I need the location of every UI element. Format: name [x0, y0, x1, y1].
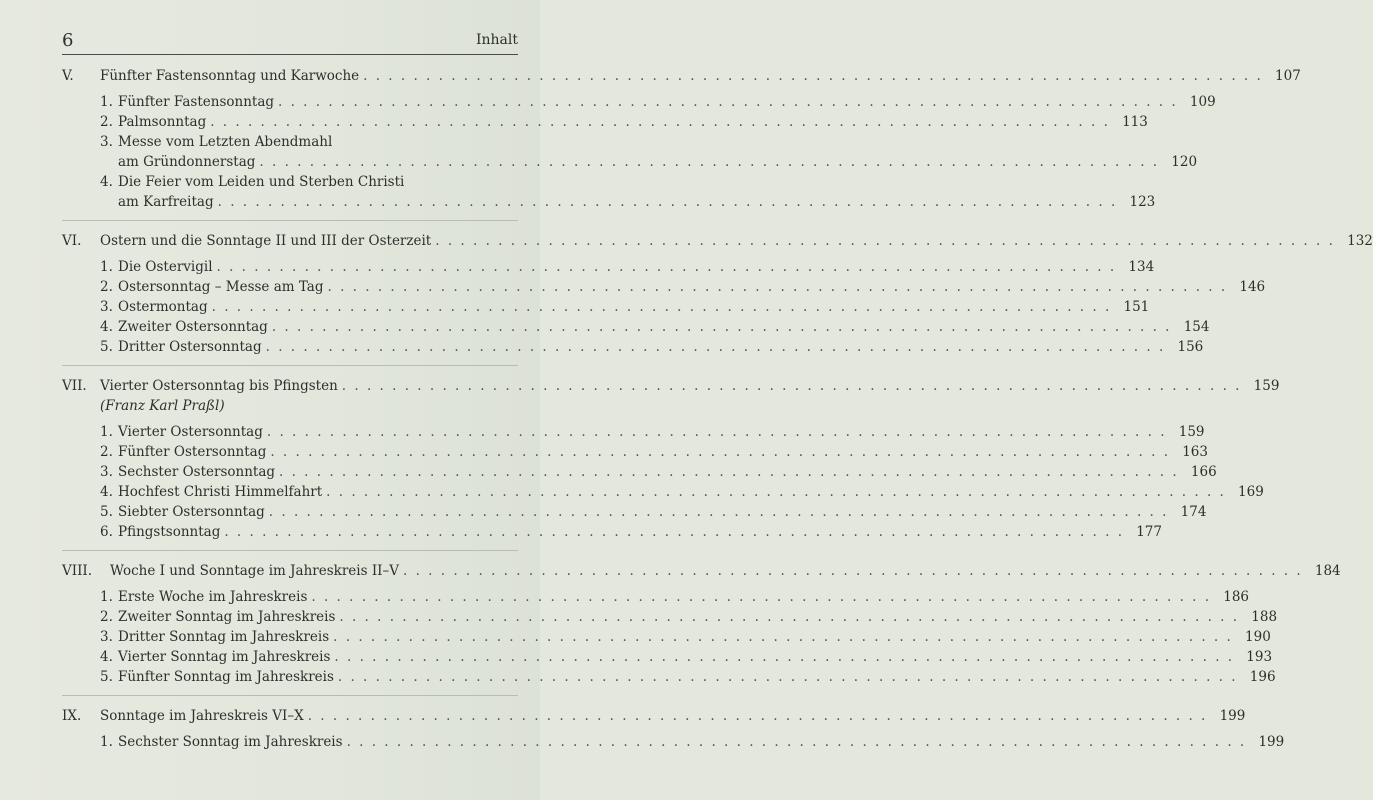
dot-leader [326, 482, 1226, 502]
dot-leader [403, 561, 1303, 581]
toc-entry [62, 442, 1208, 462]
section-numeral: V. [62, 68, 74, 84]
dot-leader [311, 587, 1211, 607]
entry-title: Ostermontag [118, 299, 208, 315]
entry-line [118, 732, 1284, 752]
entry-number: 1. [100, 589, 113, 605]
toc-entry [62, 607, 1278, 627]
entry-line [118, 627, 1271, 647]
dot-leader [224, 522, 1124, 542]
toc-entry [62, 587, 1250, 607]
entry-line [118, 462, 1217, 482]
section-title-block [110, 561, 1341, 581]
entry-title: Sonntage im Jahreskreis VI–X [100, 708, 304, 724]
entry-number: 1. [100, 424, 113, 440]
page-ref: 151 [1123, 299, 1150, 315]
entry-line [118, 522, 1162, 542]
entry-number: 1. [100, 734, 113, 750]
dot-leader [338, 667, 1238, 687]
entry-content [118, 297, 1149, 317]
entry-number: 4. [100, 319, 113, 335]
dot-leader [217, 257, 1117, 277]
entry-line [118, 172, 1155, 192]
section-heading [62, 376, 1280, 396]
entry-line [118, 337, 1203, 357]
dot-leader [278, 92, 1178, 112]
entry-title: Fünfter Fastensonntag und Karwoche [100, 68, 360, 84]
entry-title: Siebter Ostersonntag [118, 504, 265, 520]
toc-section [62, 706, 1285, 760]
entry-title: Vierter Ostersonntag [118, 424, 263, 440]
dot-leader [339, 607, 1239, 627]
page-ref: 199 [1258, 734, 1285, 750]
entry-content [118, 442, 1208, 462]
entry-line [100, 706, 1245, 726]
page-ref: 123 [1129, 194, 1156, 210]
entry-title: Ostersonntag – Messe am Tag [118, 279, 324, 295]
page-ref: 132 [1347, 233, 1373, 249]
section-heading [62, 231, 1373, 251]
page-ref: 156 [1177, 339, 1204, 355]
running-head: Inhalt [475, 32, 518, 48]
page-ref: 193 [1246, 649, 1273, 665]
page-ref: 107 [1275, 68, 1301, 84]
entry-title: Pfingstsonntag [118, 524, 221, 540]
dot-leader [212, 297, 1112, 317]
toc-entry [62, 132, 1198, 172]
entry-content [118, 462, 1217, 482]
page-ref: 166 [1190, 464, 1217, 480]
entry-line [118, 422, 1205, 442]
page-ref: 146 [1239, 279, 1266, 295]
entry-line [118, 442, 1208, 462]
dot-leader [328, 277, 1228, 297]
entry-content [118, 422, 1205, 442]
table-of-contents [62, 66, 1373, 770]
toc-entry [62, 627, 1271, 647]
section-numeral: VIII. [62, 563, 93, 579]
toc-entry [62, 422, 1205, 442]
dot-leader [342, 376, 1242, 396]
entry-title: am Gründonnerstag [118, 154, 256, 170]
entry-title: am Karfreitag [118, 194, 214, 210]
entry-title: Die Feier vom Leiden und Sterben Christi [118, 174, 405, 190]
page-header [62, 32, 518, 55]
dot-leader [259, 152, 1159, 172]
page-ref: 186 [1223, 589, 1250, 605]
entry-content [118, 502, 1206, 522]
page-ref: 199 [1219, 708, 1246, 724]
entry-line [110, 561, 1341, 581]
entry-line [118, 607, 1277, 627]
dot-leader [218, 192, 1118, 212]
entry-number: 4. [100, 174, 113, 190]
entry-content [118, 627, 1271, 647]
entry-line [118, 587, 1249, 607]
entry-number: 3. [100, 464, 113, 480]
dot-leader [279, 462, 1179, 482]
page-ref: 159 [1178, 424, 1205, 440]
dot-leader [347, 732, 1247, 752]
entry-title: Zweiter Ostersonntag [118, 319, 268, 335]
entry-title: Dritter Ostersonntag [118, 339, 262, 355]
entry-content [118, 172, 1155, 212]
toc-entry [62, 317, 1210, 337]
entry-title: Die Ostervigil [118, 259, 213, 275]
section-title-block [100, 706, 1245, 726]
entry-title: Zweiter Sonntag im Jahreskreis [118, 609, 336, 625]
dot-leader [269, 502, 1169, 522]
entry-line [118, 317, 1209, 337]
entry-line [118, 257, 1154, 277]
entry-line [118, 482, 1264, 502]
page-ref: 113 [1122, 114, 1148, 130]
entry-content [118, 607, 1277, 627]
dot-leader [435, 231, 1335, 251]
toc-entry [62, 92, 1216, 112]
page-ref: 169 [1238, 484, 1264, 500]
entry-line [118, 277, 1265, 297]
entry-number: 2. [100, 444, 113, 460]
dot-leader [272, 317, 1172, 337]
dot-leader [266, 337, 1166, 357]
entry-title: Ostern und die Sonntage II und III der Osterzeit [100, 233, 432, 249]
toc-entry [62, 172, 1156, 212]
toc-entry [62, 522, 1162, 542]
page-ref: 190 [1245, 629, 1271, 645]
entry-title: Fünfter Sonntag im Jahreskreis [118, 669, 334, 685]
entry-number: 3. [100, 629, 113, 645]
entry-line [118, 647, 1272, 667]
entry-title: Vierter Ostersonntag bis Pfingsten [100, 378, 338, 394]
entry-line [118, 112, 1148, 132]
entry-title: Palmsonntag [118, 114, 207, 130]
entry-line [118, 502, 1206, 522]
entry-number: 2. [100, 114, 113, 130]
toc-entry [62, 112, 1148, 132]
toc-entry [62, 667, 1276, 687]
page-ref: 196 [1249, 669, 1276, 685]
entry-line [100, 66, 1301, 86]
entry-title: Sechster Sonntag im Jahreskreis [118, 734, 343, 750]
dot-leader [363, 66, 1263, 86]
section-heading [62, 66, 1301, 86]
dot-leader [334, 647, 1234, 667]
toc-entry [62, 257, 1155, 277]
entry-line [118, 192, 1155, 212]
entry-title: Vierter Sonntag im Jahreskreis [118, 649, 331, 665]
section-title-block [100, 231, 1373, 251]
toc-section [62, 66, 1301, 221]
entry-content [118, 277, 1265, 297]
toc-entry [62, 297, 1150, 317]
entry-number: 3. [100, 134, 113, 150]
entry-content [118, 317, 1209, 337]
entry-title: Fünfter Ostersonntag [118, 444, 267, 460]
entry-line [118, 297, 1149, 317]
entry-number: 1. [100, 94, 113, 110]
entry-content [118, 732, 1284, 752]
toc-entry [62, 647, 1273, 667]
entry-line [118, 92, 1216, 112]
section-numeral: VII. [62, 378, 87, 394]
section-title-block [100, 66, 1301, 86]
entry-number: 4. [100, 484, 113, 500]
section-heading [62, 561, 1341, 581]
page-number: 6 [62, 30, 74, 51]
entry-number: 5. [100, 669, 113, 685]
entry-content [118, 92, 1216, 112]
dot-leader [333, 627, 1233, 647]
entry-line [100, 231, 1373, 251]
toc-entry [62, 482, 1264, 502]
section-title-block [100, 376, 1279, 396]
dot-leader [308, 706, 1208, 726]
page-ref: 159 [1253, 378, 1280, 394]
page-ref: 154 [1183, 319, 1210, 335]
entry-number: 2. [100, 609, 113, 625]
entry-number: 6. [100, 524, 113, 540]
toc-entry [62, 502, 1207, 522]
entry-number: 2. [100, 279, 113, 295]
page-ref: 163 [1182, 444, 1208, 460]
entry-number: 5. [100, 504, 113, 520]
toc-entry [62, 462, 1217, 482]
dot-leader [210, 112, 1110, 132]
entry-line [100, 376, 1279, 396]
toc-entry [62, 277, 1266, 297]
entry-number: 5. [100, 339, 113, 355]
dot-leader [270, 442, 1170, 462]
toc-entry [62, 337, 1204, 357]
entry-title: Hochfest Christi Himmelfahrt [118, 484, 323, 500]
page-ref: 184 [1314, 563, 1341, 579]
entry-title: Woche I und Sonntage im Jahreskreis II–V [110, 563, 399, 579]
dot-leader [267, 422, 1167, 442]
section-numeral: VI. [62, 233, 82, 249]
toc-section [62, 376, 1280, 551]
entry-content [118, 112, 1148, 132]
toc-section [62, 231, 1373, 366]
entry-line [118, 132, 1197, 152]
entry-title: Erste Woche im Jahreskreis [118, 589, 308, 605]
page-ref: 188 [1251, 609, 1278, 625]
entry-content [118, 132, 1197, 172]
entry-content [118, 667, 1276, 687]
entry-content [118, 647, 1272, 667]
page-ref: 177 [1136, 524, 1162, 540]
page-ref: 174 [1180, 504, 1207, 520]
section-heading [62, 706, 1246, 726]
toc-section [62, 561, 1341, 696]
entry-content [118, 482, 1264, 502]
entry-title: Sechster Ostersonntag [118, 464, 276, 480]
page-ref: 134 [1128, 259, 1155, 275]
entry-number: 3. [100, 299, 113, 315]
entry-number: 4. [100, 649, 113, 665]
entry-title: Messe vom Letzten Abendmahl [118, 134, 333, 150]
entry-content [118, 587, 1249, 607]
page-ref: 109 [1189, 94, 1216, 110]
entry-line [118, 152, 1197, 172]
entry-content [118, 257, 1154, 277]
page-ref: 120 [1171, 154, 1198, 170]
entry-number: 1. [100, 259, 113, 275]
entry-content [118, 337, 1203, 357]
entry-line [118, 667, 1276, 687]
toc-entry [62, 732, 1285, 752]
entry-title: Dritter Sonntag im Jahreskreis [118, 629, 330, 645]
section-numeral: IX. [62, 708, 82, 724]
entry-content [118, 522, 1162, 542]
entry-title: Fünfter Fastensonntag [118, 94, 275, 110]
section-author: (Franz Karl Praßl) [100, 398, 225, 414]
